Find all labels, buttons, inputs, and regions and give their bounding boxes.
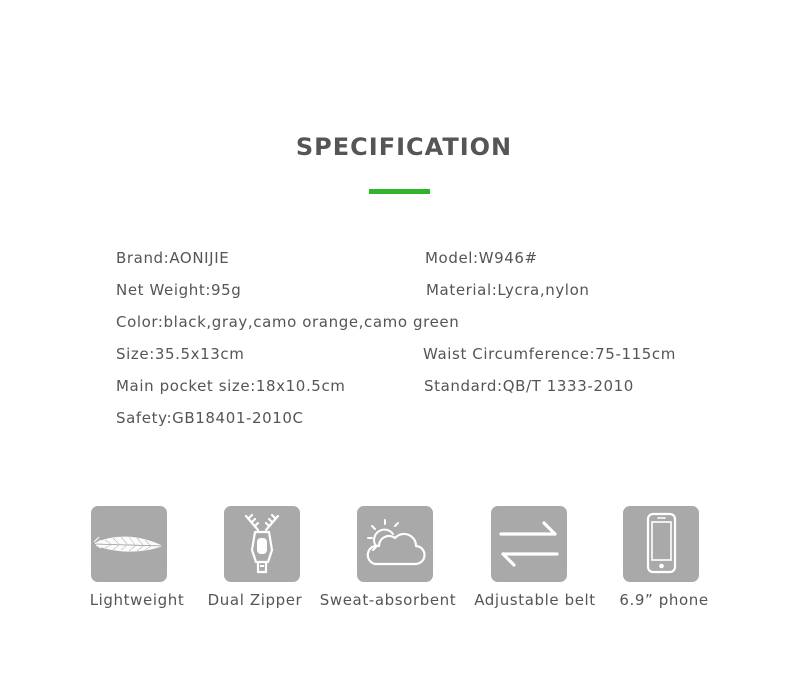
feature-label-dual-zipper: Dual Zipper: [207, 591, 303, 609]
title-underline: [369, 189, 430, 194]
spec-standard: Standard:QB/T 1333-2010: [424, 377, 634, 395]
feature-label-phone: 6.9” phone: [619, 591, 709, 609]
arrows-icon: [491, 506, 567, 582]
feature-dual-zipper: [224, 506, 300, 582]
page-title: SPECIFICATION: [295, 133, 513, 161]
feature-label-lightweight: Lightweight: [89, 591, 185, 609]
feather-icon: [91, 506, 167, 582]
feature-label-sweat-absorbent: Sweat-absorbent: [319, 591, 457, 609]
spec-waist-circumference: Waist Circumference:75-115cm: [423, 345, 676, 363]
spec-size: Size:35.5x13cm: [116, 345, 245, 363]
spec-safety: Safety:GB18401-2010C: [116, 409, 304, 427]
spec-brand: Brand:AONIJIE: [116, 249, 230, 267]
feature-phone: [623, 506, 699, 582]
spec-material: Material:Lycra,nylon: [426, 281, 590, 299]
zipper-icon: [224, 506, 300, 582]
spec-model: Model:W946#: [425, 249, 538, 267]
feature-sweat-absorbent: [357, 506, 433, 582]
spec-main-pocket-size: Main pocket size:18x10.5cm: [116, 377, 346, 395]
sun-cloud-icon: [357, 506, 433, 582]
feature-adjustable-belt: [491, 506, 567, 582]
spec-color: Color:black,gray,camo orange,camo green: [116, 313, 460, 331]
spec-net-weight: Net Weight:95g: [116, 281, 242, 299]
phone-icon: [623, 506, 699, 582]
feature-label-adjustable-belt: Adjustable belt: [474, 591, 596, 609]
feature-lightweight: [91, 506, 167, 582]
